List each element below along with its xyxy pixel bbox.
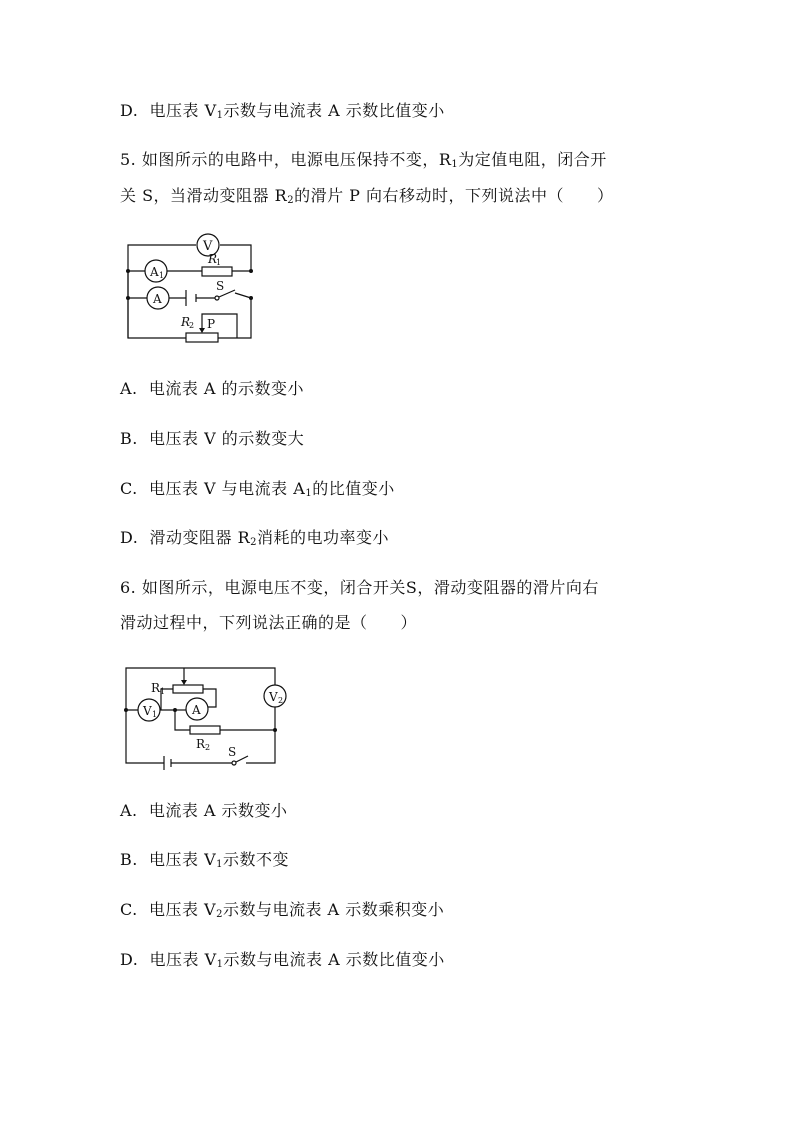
q5-text: 关 S，当滑动变阻器 R bbox=[120, 186, 288, 205]
q5-stem-line1 bbox=[120, 147, 607, 170]
q6-text: 6. 如图所示，电源电压不变，闭合开关S，滑动变阻器的滑片向右 bbox=[120, 578, 599, 597]
slider-p-label: P bbox=[207, 317, 216, 331]
option-prefix: C. bbox=[120, 900, 138, 919]
q5-option-c bbox=[120, 476, 395, 499]
q5-text: 5. 如图所示的电路中，电源电压保持不变，R bbox=[120, 150, 452, 169]
r2-sub: 2 bbox=[205, 743, 211, 752]
q6-option-b bbox=[120, 847, 289, 870]
option-prefix: D. bbox=[120, 101, 139, 120]
ammeter-a1-sub: 1 bbox=[159, 271, 165, 280]
subscript: 1 bbox=[216, 110, 224, 121]
r2-label: R bbox=[181, 315, 191, 329]
junction bbox=[249, 269, 253, 273]
option-prefix: B. bbox=[120, 429, 138, 448]
junction bbox=[249, 296, 253, 300]
option-text: 示数与电流表 A 示数比值变小 bbox=[223, 101, 445, 120]
switch-label: S bbox=[216, 279, 225, 293]
q6-stem-line1 bbox=[120, 575, 599, 598]
q6-option-d bbox=[120, 947, 445, 970]
subscript: 2 bbox=[287, 195, 295, 206]
switch-contact bbox=[215, 296, 219, 300]
v1-sub: 1 bbox=[152, 710, 158, 719]
junction bbox=[126, 296, 130, 300]
option-text: 电压表 V bbox=[149, 101, 217, 120]
r2-sub: 2 bbox=[189, 321, 195, 330]
slider-arrow-icon bbox=[199, 328, 205, 333]
v2-label: V bbox=[269, 690, 278, 704]
option-prefix: B. bbox=[120, 850, 138, 869]
r2-label: R bbox=[196, 737, 206, 751]
option-text: 示数不变 bbox=[223, 850, 290, 869]
option-text: 电压表 V bbox=[148, 900, 217, 919]
q6-option-c bbox=[120, 897, 444, 920]
ammeter-a-label: A bbox=[153, 292, 162, 306]
option-prefix: A. bbox=[120, 801, 138, 820]
rheostat-r2 bbox=[186, 333, 218, 342]
subscript: 2 bbox=[216, 909, 223, 920]
q5-text: 的滑片 P 向右移动时，下列说法中（ ） bbox=[294, 186, 614, 205]
junction bbox=[273, 728, 277, 732]
subscript: 2 bbox=[250, 537, 258, 548]
v2-sub: 2 bbox=[278, 696, 284, 705]
q5-option-b bbox=[120, 426, 304, 449]
option-text: 示数与电流表 A 示数乘积变小 bbox=[222, 900, 445, 919]
q5-option-a bbox=[120, 376, 304, 399]
resistor-r2 bbox=[190, 726, 220, 734]
option-text: 滑动变阻器 R bbox=[149, 528, 251, 547]
option-text: 示数与电流表 A 示数比值变小 bbox=[223, 950, 445, 969]
v1-label: V bbox=[143, 704, 152, 718]
switch-contact bbox=[232, 761, 236, 765]
option-text: 电压表 V 与电流表 A bbox=[148, 479, 306, 498]
slider-arrow-icon bbox=[181, 680, 187, 685]
voltmeter-label: V bbox=[203, 239, 213, 254]
subscript: 1 bbox=[305, 488, 313, 499]
q5-circuit-diagram bbox=[120, 228, 260, 346]
option-prefix: D. bbox=[120, 528, 139, 547]
resistor-r1 bbox=[202, 267, 232, 276]
ammeter-a-label: A bbox=[192, 703, 201, 717]
q6-option-a bbox=[120, 798, 288, 821]
option-text: 消耗的电功率变小 bbox=[257, 528, 390, 547]
q5-stem-line2 bbox=[120, 183, 614, 206]
r1-sub: 1 bbox=[160, 687, 166, 696]
r1-label: R bbox=[151, 681, 161, 695]
q6-text: 滑动过程中，下列说法正确的是（ ） bbox=[120, 613, 418, 632]
subscript: 1 bbox=[451, 159, 459, 170]
r1-sub: 1 bbox=[216, 258, 222, 267]
option-prefix: A. bbox=[120, 379, 138, 398]
switch-lever bbox=[236, 756, 248, 762]
option-text: 电压表 V bbox=[149, 850, 217, 869]
option-prefix: D. bbox=[120, 950, 139, 969]
option-prefix: C. bbox=[120, 479, 138, 498]
subscript: 1 bbox=[216, 859, 224, 870]
r1-label: R bbox=[208, 252, 218, 266]
subscript: 1 bbox=[216, 959, 224, 970]
option-text: 电压表 V bbox=[149, 950, 217, 969]
rheostat-r1 bbox=[173, 685, 203, 693]
switch-label: S bbox=[228, 745, 237, 759]
q5-option-d bbox=[120, 525, 389, 548]
q6-circuit-diagram bbox=[120, 662, 290, 772]
option-text: 电流表 A 示数变小 bbox=[148, 801, 288, 820]
option-text: 电流表 A 的示数变小 bbox=[148, 379, 305, 398]
ammeter-a1-label: A bbox=[150, 265, 159, 279]
option-text: 电压表 V 的示数变大 bbox=[149, 429, 305, 448]
q5-text: 为定值电阻，闭合开 bbox=[458, 150, 607, 169]
q6-stem-line2 bbox=[120, 610, 417, 633]
option-text: 的比值变小 bbox=[312, 479, 395, 498]
junction bbox=[124, 708, 128, 712]
option-d-top bbox=[120, 98, 445, 121]
